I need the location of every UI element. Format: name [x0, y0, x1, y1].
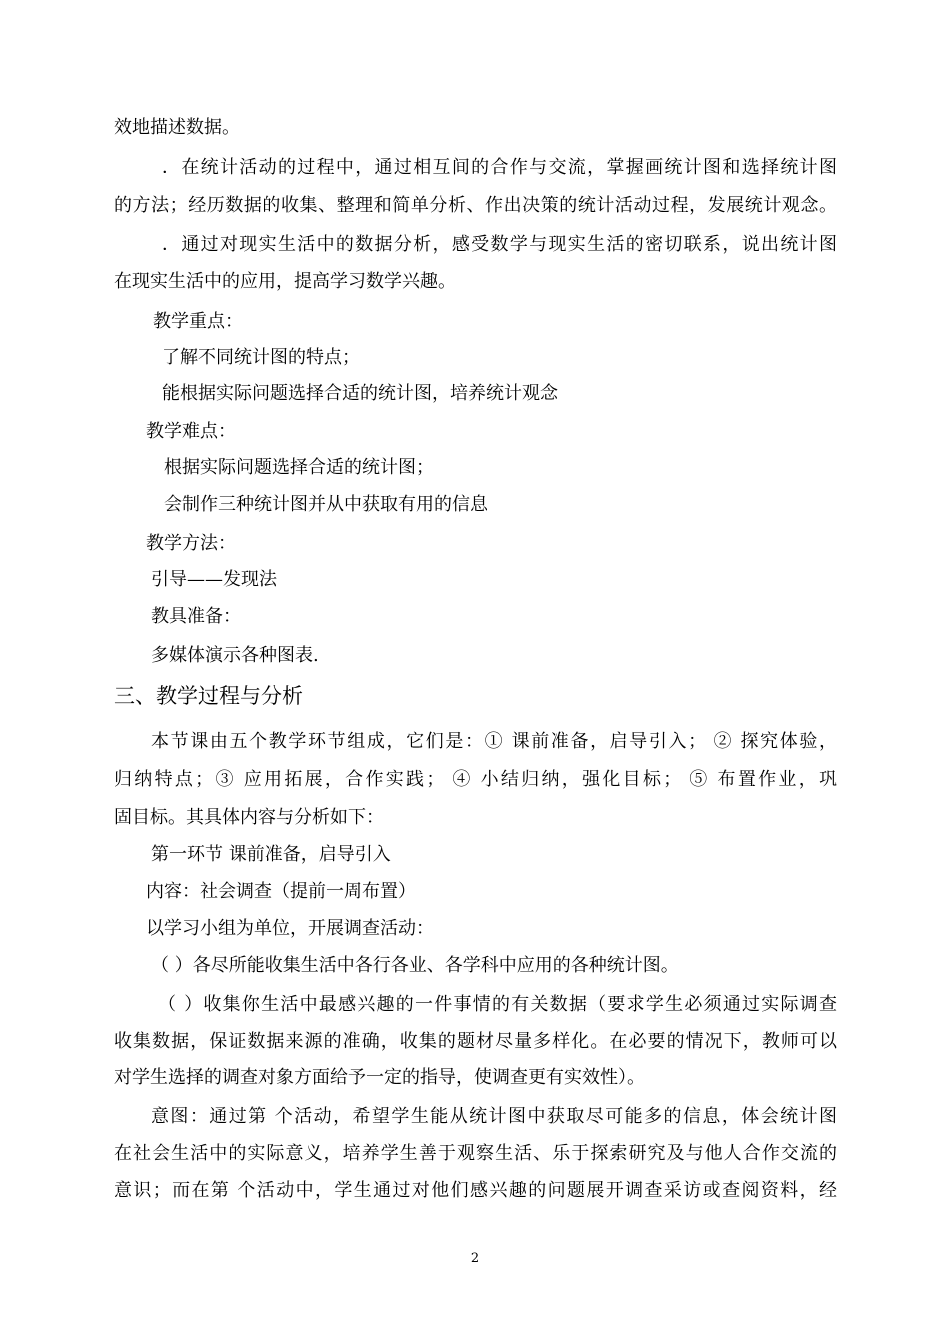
text-line: ．通过对现实生活中的数据分析，感受数学与现实生活的密切联系，说出统计图: [162, 234, 837, 255]
text-line: ．在统计活动的过程中，通过相互间的合作与交流，掌握画统计图和选择统计图: [162, 157, 837, 178]
text-line: 以学习小组为单位，开展调查活动：: [146, 918, 434, 939]
text-line: 收集数据，保证数据来源的准确，收集的题材尽量多样化。在必要的情况下，教师可以: [114, 1031, 837, 1052]
text-line: 了解不同统计图的特点；: [162, 347, 360, 368]
section-label: 教学方法：: [146, 533, 236, 554]
text-line: 第一环节 课前准备，启导引入: [151, 844, 391, 865]
text-line: 对学生选择的调查对象方面给予一定的指导，使调查更有实效性）。: [114, 1067, 645, 1088]
text-line: 根据实际问题选择合适的统计图；: [164, 457, 434, 478]
text-line: 本节课由五个教学环节组成，它们是：① 课前准备，启导引入； ② 探究体验，: [151, 731, 837, 752]
section-heading: 三、教学过程与分析: [114, 684, 303, 708]
text-line: 归纳特点；③ 应用拓展，合作实践； ④ 小结归纳，强化目标； ⑤ 布置作业，巩: [114, 769, 837, 790]
text-line: 内容：社会调查（提前一周布置）: [146, 881, 416, 902]
text-line: 固目标。其具体内容与分析如下：: [114, 807, 384, 828]
text-line: 能根据实际问题选择合适的统计图，培养统计观念: [162, 383, 558, 404]
text-line: （ ）收集你生活中最感兴趣的一件事情的有关数据（要求学生必须通过实际调查: [158, 994, 837, 1015]
text-line: 的方法；经历数据的收集、整理和简单分析、作出决策的统计活动过程，发展统计观念。: [114, 195, 837, 216]
text-line: 在现实生活中的应用，提高学习数学兴趣。: [114, 271, 456, 292]
text-line: 效地描述数据。: [114, 117, 240, 138]
page-number: 2: [470, 1251, 480, 1266]
section-label: 教学难点：: [146, 421, 236, 442]
text-line: 会制作三种统计图并从中获取有用的信息: [164, 494, 488, 515]
text-line: 意图：通过第 个活动，希望学生能从统计图中获取尽可能多的信息，体会统计图: [151, 1106, 837, 1127]
section-label: 教学重点：: [153, 311, 243, 332]
text-line: 在社会生活中的实际意义，培养学生善于观察生活、乐于探索研究及与他人合作交流的: [114, 1143, 837, 1164]
text-line: 引导——发现法: [151, 569, 277, 590]
text-line: （ ）各尽所能收集生活中各行各业、各学科中应用的各种统计图。: [151, 955, 679, 976]
text-line: 多媒体演示各种图表.: [151, 645, 319, 666]
text-line: 意识；而在第 个活动中，学生通过对他们感兴趣的问题展开调查采访或查阅资料，经: [114, 1180, 837, 1201]
section-label: 教具准备：: [151, 606, 241, 627]
